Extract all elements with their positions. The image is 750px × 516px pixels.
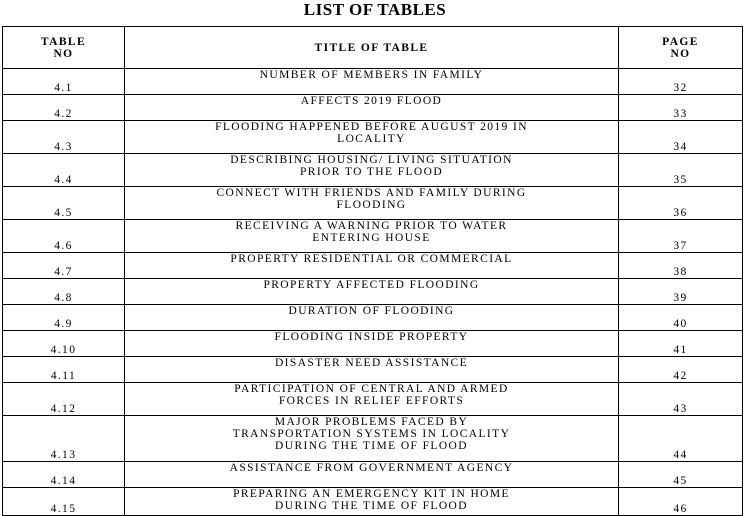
table-row (3, 69, 743, 95)
table-row (3, 220, 743, 253)
table-row (3, 95, 743, 121)
table-row (3, 305, 743, 331)
page-number: 38 (619, 253, 743, 279)
page-number: 32 (619, 69, 743, 95)
table-title-line: DURING THE TIME OF FLOOD (275, 440, 468, 452)
table-title (125, 220, 619, 253)
header-table-no-line2: NO (53, 47, 74, 60)
page-number: 36 (619, 187, 743, 220)
page-number: 40 (619, 305, 743, 331)
table-row (3, 331, 743, 357)
table-row (3, 383, 743, 416)
table-number: 4.3 (3, 121, 125, 154)
table-title-line: DURING THE TIME OF FLOOD (275, 500, 468, 512)
table-title (125, 305, 619, 331)
table-title (125, 279, 619, 305)
page-number: 42 (619, 357, 743, 383)
table-number: 4.1 (3, 69, 125, 95)
table-title (125, 95, 619, 121)
table-number: 4.6 (3, 220, 125, 253)
table-row (3, 416, 743, 462)
table-title (125, 69, 619, 95)
table-number: 4.11 (3, 357, 125, 383)
page-number: 41 (619, 331, 743, 357)
table-title (125, 462, 619, 488)
table-title-line: TRANSPORTATION SYSTEMS IN LOCALITY (232, 428, 511, 440)
table-title-line: PROPERTY RESIDENTIAL OR COMMERCIAL (230, 253, 513, 265)
table-title-line: LOCALITY (337, 133, 406, 145)
table-title-line: ENTERING HOUSE (312, 232, 431, 244)
table-title-line: PARTICIPATION OF CENTRAL AND ARMED (234, 383, 509, 395)
table-title-line: PREPARING AN EMERGENCY KIT IN HOME (233, 488, 510, 500)
page-number: 34 (619, 121, 743, 154)
list-of-tables (2, 26, 743, 516)
header-page-no-line1: PAGE (662, 35, 699, 48)
page-number: 44 (619, 416, 743, 462)
page-title: LIST OF TABLES (303, 0, 447, 19)
table-title-line: RECEIVING A WARNING PRIOR TO WATER (235, 220, 508, 232)
table-row (3, 279, 743, 305)
table-row (3, 121, 743, 154)
table-title (125, 357, 619, 383)
table-title (125, 331, 619, 357)
table-number: 4.2 (3, 95, 125, 121)
header-page-no (619, 27, 743, 69)
table-number: 4.10 (3, 331, 125, 357)
page-number: 37 (619, 220, 743, 253)
table-title-line: MAJOR PROBLEMS FACED BY (274, 416, 469, 428)
table-title-line: PRIOR TO THE FLOOD (299, 166, 444, 178)
table-title-line: PROPERTY AFFECTED FLOODING (263, 279, 480, 291)
table-number: 4.5 (3, 187, 125, 220)
table-row (3, 357, 743, 383)
table-title (125, 187, 619, 220)
table-number: 4.15 (3, 488, 125, 516)
table-number: 4.13 (3, 416, 125, 462)
table-title-line: ASSISTANCE FROM GOVERNMENT AGENCY (229, 462, 514, 474)
header-table-no-line1: TABLE (40, 35, 87, 48)
table-number: 4.12 (3, 383, 125, 416)
table-number: 4.7 (3, 253, 125, 279)
table-row (3, 462, 743, 488)
page-number: 43 (619, 383, 743, 416)
page-number: 33 (619, 95, 743, 121)
table-title-line: FLOODING HAPPENED BEFORE AUGUST 2019 IN (215, 121, 528, 133)
table-number: 4.4 (3, 154, 125, 187)
table-title (125, 416, 619, 462)
table-title (125, 488, 619, 516)
header-table-no (3, 27, 125, 69)
page-number: 35 (619, 154, 743, 187)
page-number: 46 (619, 488, 743, 516)
table-number: 4.9 (3, 305, 125, 331)
header-title: TITLE OF TABLE (125, 27, 619, 69)
table-header-row (3, 27, 743, 69)
table-title (125, 121, 619, 154)
table-title (125, 253, 619, 279)
table-row (3, 253, 743, 279)
table-title-line: DISASTER NEED ASSISTANCE (274, 357, 469, 369)
table-title-line: CONNECT WITH FRIENDS AND FAMILY DURING (216, 187, 527, 199)
table-title-line: DURATION OF FLOODING (288, 305, 455, 317)
table-title (125, 154, 619, 187)
table-title-line: NUMBER OF MEMBERS IN FAMILY (259, 69, 484, 81)
table-title-line: DESCRIBING HOUSING/ LIVING SITUATION (230, 154, 513, 166)
table-number: 4.14 (3, 462, 125, 488)
page-number: 45 (619, 462, 743, 488)
table-body (3, 69, 743, 516)
table-row (3, 187, 743, 220)
table-title-line: AFFECTS 2019 FLOOD (300, 95, 443, 107)
table-title-line: FLOODING INSIDE PROPERTY (274, 331, 469, 343)
header-page-no-line2: NO (670, 47, 691, 60)
table-row (3, 154, 743, 187)
table-title-line: FLOODING (336, 199, 407, 211)
table-row (3, 488, 743, 516)
table-number: 4.8 (3, 279, 125, 305)
page-number: 39 (619, 279, 743, 305)
table-title-line: FORCES IN RELIEF EFFORTS (278, 395, 465, 407)
table-title (125, 383, 619, 416)
